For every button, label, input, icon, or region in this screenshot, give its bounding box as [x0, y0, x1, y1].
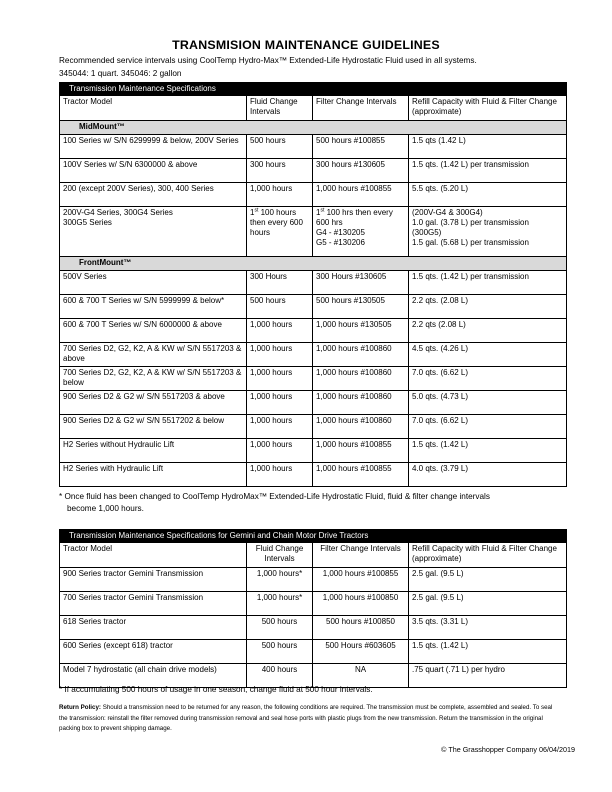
- col-header-model: Tractor Model: [60, 96, 247, 121]
- cell-fluid: 500 hours: [247, 135, 313, 159]
- table1-footnote: * Once fluid has been changed to CoolTemp HydroMax™ Extended-Life Hydrostatic Fluid, fluid & filter change intervals become 1,000 hours.: [59, 492, 490, 513]
- table-row: [60, 463, 567, 487]
- col-header-fluid: Fluid Change Intervals: [247, 96, 313, 121]
- table-title-row: [60, 83, 567, 96]
- table-title-row: [60, 530, 567, 543]
- table-row: [60, 616, 567, 640]
- page-title: TRANSMISION MAINTENANCE GUIDELINES: [172, 38, 440, 52]
- cell-model: 700 Series D2, G2, K2, A & KW w/ S/N 5517203 & below: [60, 367, 247, 391]
- table-row: [60, 439, 567, 463]
- cell-model: 900 Series D2 & G2 w/ S/N 5517202 & below: [60, 415, 247, 439]
- cell-refill: .75 quart (.71 L) per hydro: [409, 664, 567, 688]
- table-row-g4: [60, 207, 567, 257]
- cell-refill: (200V-G4 & 300G4) 1.0 gal. (3.78 L) per transmission (300G5) 1.5 gal. (5.68 L) per transmission: [409, 207, 567, 257]
- table-header-row: [60, 96, 567, 121]
- cell-model: Model 7 hydrostatic (all chain drive models): [60, 664, 247, 688]
- cell-refill: 7.0 qts. (6.62 L): [409, 367, 567, 391]
- cell-fluid: 1,000 hours*: [247, 568, 313, 592]
- cell-model: 618 Series tractor: [60, 616, 247, 640]
- maintenance-specs-table: [59, 82, 567, 487]
- col-header-model: Tractor Model: [60, 543, 247, 568]
- cell-fluid: 1,000 hours*: [247, 592, 313, 616]
- cell-fluid: 1,000 hours: [247, 391, 313, 415]
- table-title: Transmission Maintenance Specifications: [60, 83, 567, 96]
- cell-model: 900 Series tractor Gemini Transmission: [60, 568, 247, 592]
- col-header-filter: Filter Change Intervals: [313, 96, 409, 121]
- copyright-footer: © The Grasshopper Company 06/04/2019: [441, 745, 575, 754]
- cell-refill: 4.5 qts. (4.26 L): [409, 343, 567, 367]
- group-label: MidMount™: [60, 121, 567, 135]
- cell-filter: 1,000 hours #100860: [313, 415, 409, 439]
- cell-model: 600 & 700 T Series w/ S/N 5999999 & below*: [60, 295, 247, 319]
- table-title: Transmission Maintenance Specifications for Gemini and Chain Motor Drive Tractors: [60, 530, 567, 543]
- cell-fluid: 500 hours: [247, 295, 313, 319]
- cell-fluid: 1,000 hours: [247, 367, 313, 391]
- cell-refill: 7.0 qts. (6.62 L): [409, 415, 567, 439]
- cell-filter: NA: [313, 664, 409, 688]
- cell-refill: 5.5 qts. (5.20 L): [409, 183, 567, 207]
- table-row: [60, 159, 567, 183]
- cell-filter: 500 hours #130505: [313, 295, 409, 319]
- cell-filter: 1,000 hours #130505: [313, 319, 409, 343]
- cell-refill: 3.5 qts. (3.31 L): [409, 616, 567, 640]
- cell-refill: 2.2 qts (2.08 L): [409, 319, 567, 343]
- col-header-refill: Refill Capacity with Fluid & Filter Change (approximate): [409, 543, 567, 568]
- cell-model: 600 Series (except 618) tractor: [60, 640, 247, 664]
- cell-model: 700 Series D2, G2, K2, A & KW w/ S/N 5517203 & above: [60, 343, 247, 367]
- table-row: [60, 568, 567, 592]
- table-row: [60, 343, 567, 367]
- cell-filter: 1,000 hours #100860: [313, 391, 409, 415]
- cell-filter: 1,000 hours #100850: [313, 592, 409, 616]
- table-row: [60, 367, 567, 391]
- return-policy-text: Should a transmission need to be returned for any reason, the following conditions are required. The transmission must be complete, assembled and sealed. To seal the transmission: reinstall the filter removed during transmission removal and seal hose ports with plastic plugs from the new transmission. Return the transmission in the original packing box to prevent shipping damage.: [59, 704, 553, 732]
- cell-refill: 5.0 qts. (4.73 L): [409, 391, 567, 415]
- table2-footnote: * If accumulating 500 hours of usage in one season, change fluid at 500 hour intervals.: [59, 685, 373, 694]
- intro-line-1: Recommended service intervals using CoolTemp Hydro-Max™ Extended-Life Hydrostatic Fluid used in all systems.: [59, 56, 477, 65]
- cell-model: 200 (except 200V Series), 300, 400 Series: [60, 183, 247, 207]
- table-row: [60, 183, 567, 207]
- cell-model: 100V Series w/ S/N 6300000 & above: [60, 159, 247, 183]
- cell-refill: 2.2 qts. (2.08 L): [409, 295, 567, 319]
- cell-refill: 1.5 qts (1.42 L): [409, 135, 567, 159]
- return-policy: [59, 703, 559, 735]
- cell-model: 600 & 700 T Series w/ S/N 6000000 & above: [60, 319, 247, 343]
- cell-filter: 300 Hours #130605: [313, 271, 409, 295]
- col-header-filter: Filter Change Intervals: [313, 543, 409, 568]
- cell-refill: 1.5 qts. (1.42 L) per transmission: [409, 159, 567, 183]
- table-row: [60, 640, 567, 664]
- cell-model: 700 Series tractor Gemini Transmission: [60, 592, 247, 616]
- group-row-midmount: [60, 121, 567, 135]
- cell-fluid: 1st 100 hours then every 600 hours: [247, 207, 313, 257]
- table-header-row: [60, 543, 567, 568]
- cell-filter: 1,000 hours #100860: [313, 367, 409, 391]
- cell-refill: 2.5 gal. (9.5 L): [409, 568, 567, 592]
- cell-filter: 1,000 hours #100855: [313, 183, 409, 207]
- cell-refill: 1.5 qts. (1.42 L) per transmission: [409, 271, 567, 295]
- cell-filter: 500 hours #100850: [313, 616, 409, 640]
- cell-filter: 1,000 hours #100855: [313, 463, 409, 487]
- cell-refill: 4.0 qts. (3.79 L): [409, 463, 567, 487]
- midmount-rows: [60, 135, 567, 207]
- cell-model: H2 Series without Hydraulic Lift: [60, 439, 247, 463]
- cell-model: 500V Series: [60, 271, 247, 295]
- cell-filter: 1,000 hours #100860: [313, 343, 409, 367]
- table-row: [60, 415, 567, 439]
- cell-fluid: 1,000 hours: [247, 463, 313, 487]
- gemini-chain-specs-table: [59, 529, 567, 688]
- cell-model: 900 Series D2 & G2 w/ S/N 5517203 & above: [60, 391, 247, 415]
- table-row: [60, 319, 567, 343]
- cell-model: 100 Series w/ S/N 6299999 & below, 200V Series: [60, 135, 247, 159]
- table-row: [60, 295, 567, 319]
- cell-fluid: 300 Hours: [247, 271, 313, 295]
- intro-line-2: 345044: 1 quart. 345046: 2 gallon: [59, 68, 182, 78]
- cell-refill: 1.5 qts. (1.42 L): [409, 439, 567, 463]
- cell-fluid: 1,000 hours: [247, 343, 313, 367]
- cell-filter: 1,000 hours #100855: [313, 568, 409, 592]
- cell-filter: 500 Hours #603605: [313, 640, 409, 664]
- cell-refill: 2.5 gal. (9.5 L): [409, 592, 567, 616]
- cell-filter: 1st 100 hrs then every 600 hrs G4 - #130205 G5 - #130206: [313, 207, 409, 257]
- cell-fluid: 400 hours: [247, 664, 313, 688]
- table-row: [60, 592, 567, 616]
- cell-fluid: 1,000 hours: [247, 415, 313, 439]
- cell-filter: 300 hours #130605: [313, 159, 409, 183]
- cell-fluid: 1,000 hours: [247, 439, 313, 463]
- col-header-refill: Refill Capacity with Fluid & Filter Change (approximate): [409, 96, 567, 121]
- frontmount-rows: [60, 271, 567, 487]
- cell-fluid: 300 hours: [247, 159, 313, 183]
- group-label: FrontMount™: [60, 257, 567, 271]
- cell-fluid: 1,000 hours: [247, 319, 313, 343]
- cell-fluid: 500 hours: [247, 616, 313, 640]
- table-row: [60, 135, 567, 159]
- intro-text: [59, 55, 559, 80]
- table-row: [60, 391, 567, 415]
- cell-filter: 1,000 hours #100855: [313, 439, 409, 463]
- cell-refill: 1.5 qts. (1.42 L): [409, 640, 567, 664]
- cell-fluid: 1,000 hours: [247, 183, 313, 207]
- cell-model: 200V-G4 Series, 300G4 Series 300G5 Series: [60, 207, 247, 257]
- cell-model: H2 Series with Hydraulic Lift: [60, 463, 247, 487]
- cell-fluid: 500 hours: [247, 640, 313, 664]
- return-policy-label: Return Policy:: [59, 704, 101, 711]
- cell-filter: 500 hours #100855: [313, 135, 409, 159]
- group-row-frontmount: [60, 257, 567, 271]
- gemini-rows: [60, 568, 567, 688]
- col-header-fluid: Fluid Change Intervals: [247, 543, 313, 568]
- table-row: [60, 271, 567, 295]
